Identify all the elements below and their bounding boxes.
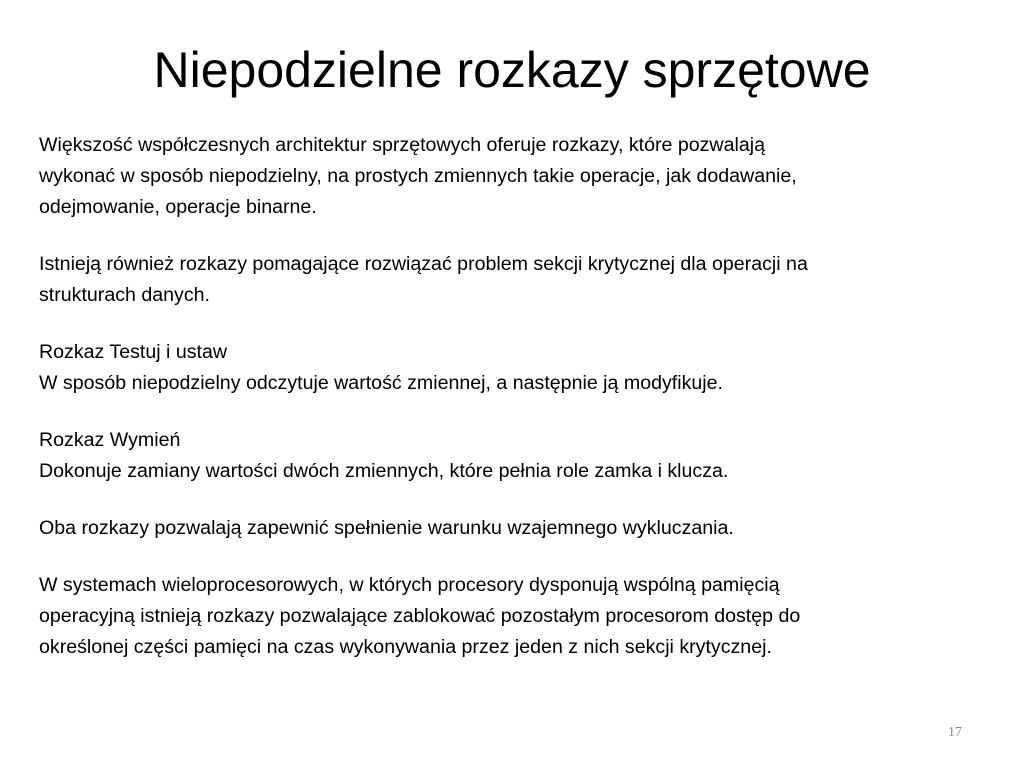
slide-title: Niepodzielne rozkazy sprzętowe	[153, 42, 871, 98]
paragraph-line: W systemach wieloprocesorowych, w których procesory dysponują wspólną pamięcią	[39, 574, 780, 596]
paragraph-line: Dokonuje zamiany wartości dwóch zmiennych, które pełnia role zamka i klucza.	[39, 460, 729, 482]
paragraph-line: Oba rozkazy pozwalają zapewnić spełnienie warunku wzajemnego wykluczania.	[39, 517, 734, 539]
paragraph-line: Istnieją również rozkazy pomagające rozwiązać problem sekcji krytycznej dla operacji na	[39, 253, 808, 275]
paragraph-line: W sposób niepodzielny odczytuje wartość zmiennej, a następnie ją modyfikuje.	[39, 372, 723, 394]
paragraph-line: operacyjną istnieją rozkazy pozwalające zablokować pozostałym procesorom dostęp do	[39, 605, 801, 627]
paragraph-line: strukturach danych.	[39, 284, 210, 306]
paragraph-line: Większość współczesnych architektur sprzętowych oferuje rozkazy, które pozwalają	[39, 134, 765, 156]
paragraph-1	[39, 130, 989, 223]
paragraph-line: Rozkaz Testuj i ustaw	[39, 341, 228, 363]
paragraph-line: Rozkaz Wymień	[39, 429, 181, 451]
paragraph-6	[39, 570, 989, 663]
paragraph-line: odejmowanie, operacje binarne.	[39, 196, 317, 218]
paragraph-4	[39, 425, 989, 487]
paragraph-2	[39, 249, 989, 311]
page-number: 17	[948, 725, 962, 740]
paragraph-line: wykonać w sposób niepodzielny, na prostych zmiennych takie operacje, jak dodawanie,	[39, 165, 797, 187]
paragraph-5	[39, 513, 989, 544]
slide-content	[39, 130, 989, 689]
paragraph-3	[39, 337, 989, 399]
paragraph-line: określonej części pamięci na czas wykonywania przez jeden z nich sekcji krytycznej.	[39, 636, 772, 658]
